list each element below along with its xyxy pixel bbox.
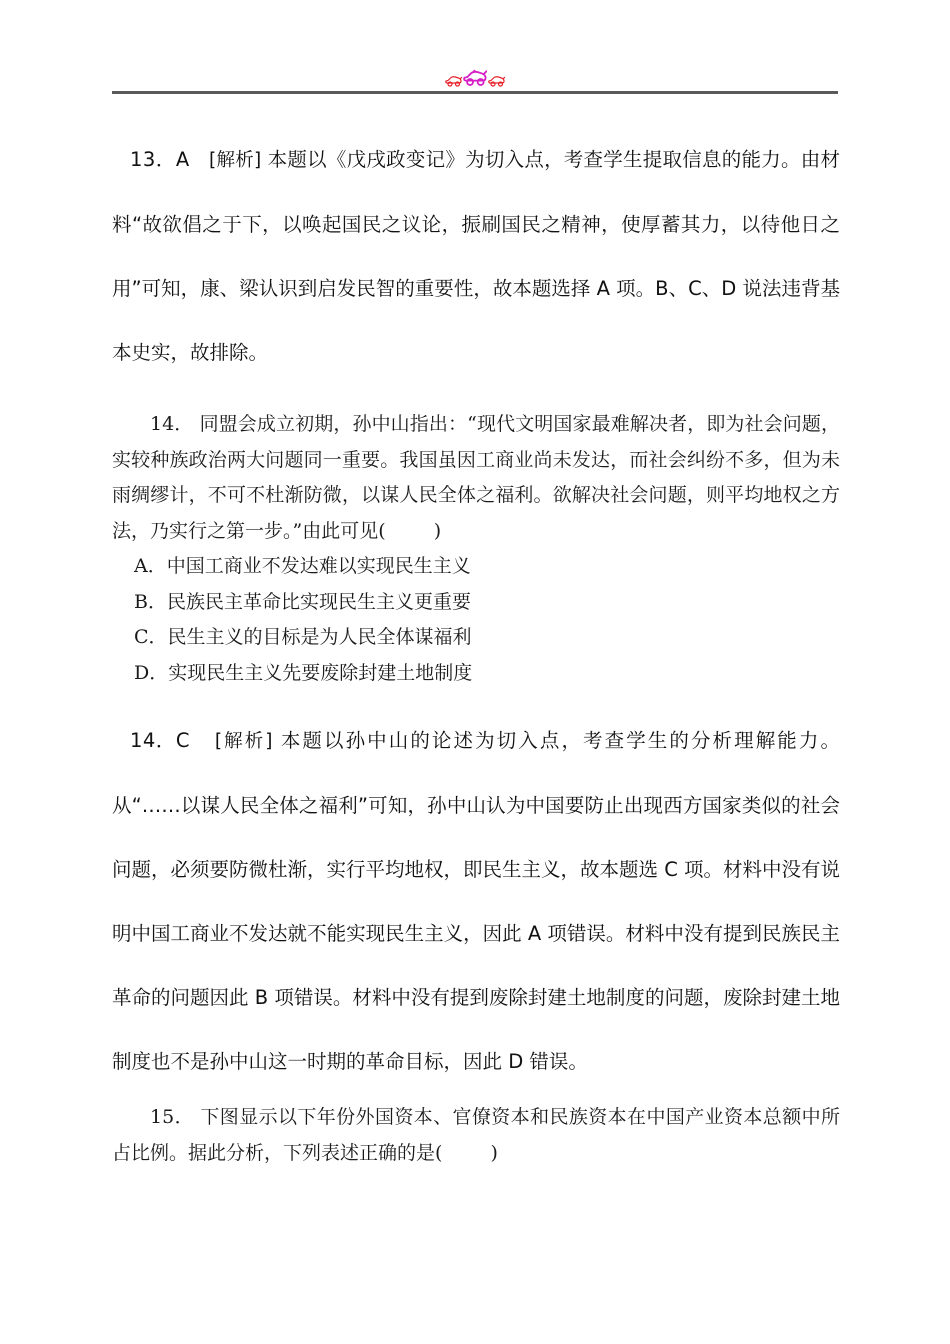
answer-explanation-14: [112, 709, 840, 1094]
question-text-14: 同盟会成立初期，孙中山指出：“现代文明国家最难解决者，即为社会问题，实较种族政治两大问题同一重要。我国虽因工商业尚未发达，而社会纠纷不多，但为未雨绸缪计，不可不杜渐防微，以谋人民全体之福利。欲解决社会问题，则平均地权之方法，乃实行之第一步。”由此可见(: [112, 413, 840, 542]
header-divider: [112, 91, 838, 94]
answer-blank-close-15: ): [490, 1141, 498, 1164]
car-icon-right: [488, 75, 505, 88]
question-text-15: 下图显示以下年份外国资本、官僚资本和民族资本在中国产业资本总额中所占比例。据此分析，下列表述正确的是(: [112, 1106, 840, 1164]
option-a-text: 中国工商业不发达难以实现民生主义: [166, 555, 471, 577]
option-d-text: 实现民生主义先要废除封建土地制度: [168, 661, 473, 684]
option-a-14[interactable]: [134, 549, 840, 585]
car-icon-left: [445, 75, 462, 88]
option-c-14[interactable]: [134, 620, 840, 656]
explanation-text-13: 本题以《戊戌政变记》为切入点，考查学生提取信息的能力。由材料“故欲倡之于下，以唤起国民之议论，振刷国民之精神，使厚蓄其力，以待他日之用”可知，康、梁认识到启发民智的重要性，故本题选择 A 项。B、C、D 说法违背基本史实，故排除。: [112, 148, 840, 364]
option-b-key: B．: [134, 590, 167, 613]
document-content: [112, 128, 840, 1171]
option-c-text: 民生主义的目标是为人民全体谋福利: [167, 626, 472, 648]
option-d-14[interactable]: [134, 656, 840, 692]
spacer: [112, 385, 840, 407]
analysis-tag-13: [解析]: [209, 150, 262, 171]
item-number-15: 15．: [150, 1106, 194, 1128]
answer-explanation-13: [112, 128, 840, 385]
car-icon-center: [463, 69, 487, 88]
answer-key-14: C: [175, 729, 190, 752]
option-b-14[interactable]: [134, 585, 840, 621]
option-d-key: D．: [134, 661, 169, 684]
option-a-key: A．: [134, 555, 167, 577]
answer-blank-14[interactable]: [386, 520, 434, 542]
answer-blank-close-14: ): [433, 519, 442, 542]
page-header: [112, 58, 838, 104]
question-stem-14: [112, 407, 840, 549]
item-number-14: 14．: [150, 413, 194, 435]
explanation-text-14: 本题以孙中山的论述为切入点，考查学生的分析理解能力。从“……以谋人民全体之福利”可知，孙中山认为中国要防止出现西方国家类似的社会问题，必须要防微杜渐，实行平均地权，即民生主义，故本题选 C 项。材料中没有说明中国工商业不发达就不能实现民生主义，因此 A 项错误。材料中没有提到民族民主革命的问题因此 B 项错误。材料中没有提到废除封建土地制度的问题，废除封建土地制度也不是孙中山这一时期的革命目标，因此 D 错误。: [112, 729, 841, 1073]
item-number-14-explanation: 14．: [130, 729, 176, 752]
spacer: [112, 691, 840, 709]
question-stem-15: [112, 1100, 840, 1171]
analysis-tag-14: [解析]: [214, 731, 273, 752]
car-ornament: [112, 60, 838, 88]
answer-key-13: A: [175, 148, 190, 171]
option-list-14: [112, 549, 840, 691]
item-number-13: 13．: [130, 148, 176, 171]
option-b-text: 民族民主革命比实现民生主义更重要: [166, 590, 471, 613]
option-c-key: C．: [134, 626, 168, 648]
answer-blank-15[interactable]: [442, 1142, 490, 1164]
